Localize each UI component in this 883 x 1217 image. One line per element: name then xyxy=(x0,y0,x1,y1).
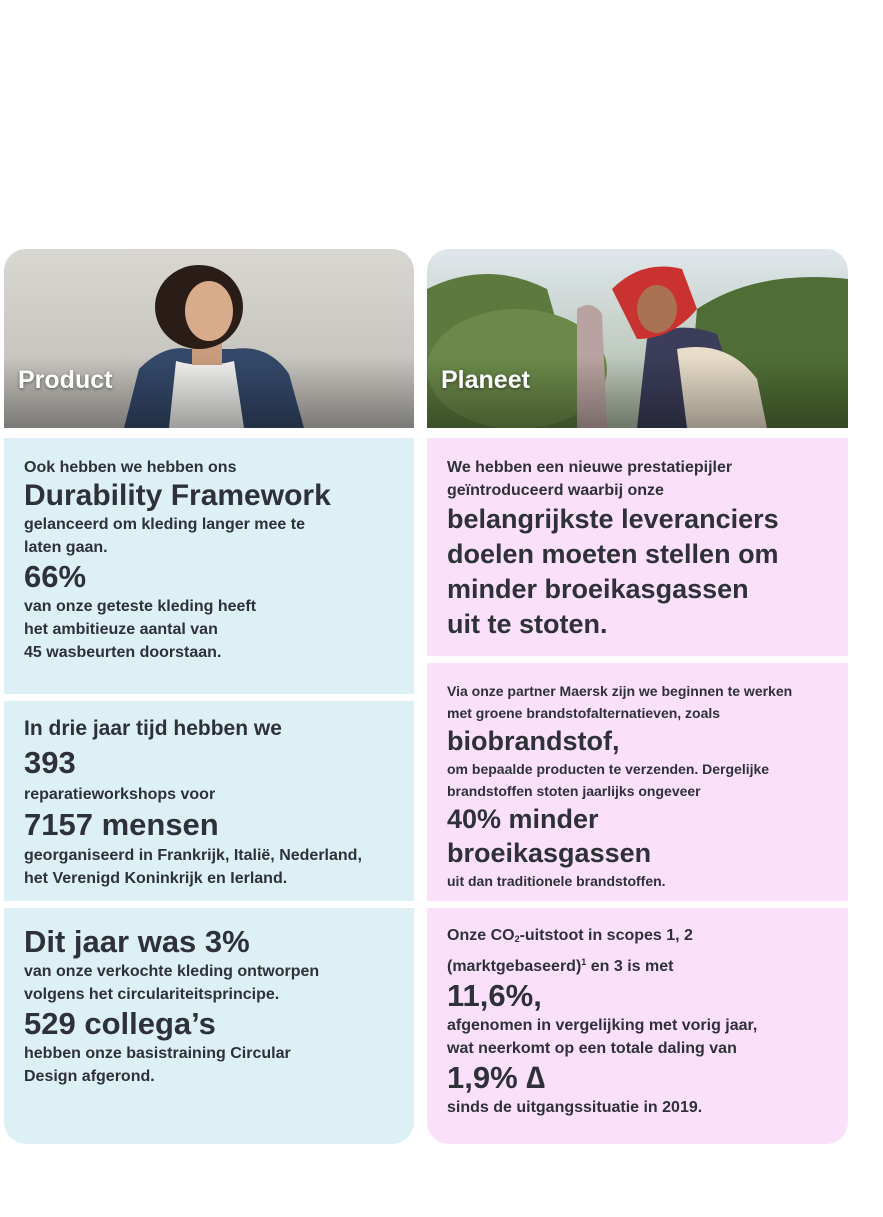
card-text: het ambitieuze aantal van xyxy=(24,621,218,638)
card-stat: 11,6%, xyxy=(447,978,542,1013)
card-highlight: Durability Framework xyxy=(24,479,331,512)
card-text: volgens het circulariteitsprincipe. xyxy=(24,986,280,1003)
card-text xyxy=(447,951,828,978)
card-text: het Verenigd Koninkrijk en Ierland. xyxy=(24,870,288,887)
card-text: geïntroduceerd waarbij onze xyxy=(447,482,664,499)
product-title: Product xyxy=(18,366,113,394)
card-text: 45 wasbeurten doorstaan. xyxy=(24,644,222,661)
card-text: We hebben een nieuwe prestatiepijler xyxy=(447,459,733,476)
card-text: Ook hebben we hebben ons xyxy=(24,459,237,476)
card-stat: biobrandstof, xyxy=(447,726,620,756)
product-card-durability xyxy=(4,438,414,694)
card-text: reparatieworkshops voor xyxy=(24,786,216,803)
text-part: en 3 is met xyxy=(586,958,674,975)
card-text: brandstoffen stoten jaarlijks ongeveer xyxy=(447,783,701,799)
card-text: met groene brandstofalternatieven, zoals xyxy=(447,705,721,721)
card-stat: 529 collega’s xyxy=(24,1006,216,1041)
card-text xyxy=(447,924,828,951)
planet-card-co2 xyxy=(427,908,848,1144)
product-header xyxy=(4,249,414,428)
text-part: (marktgebaseerd) xyxy=(447,958,582,975)
planet-card-suppliers xyxy=(427,438,848,656)
product-card-repair xyxy=(4,701,414,901)
planet-column xyxy=(427,249,848,1116)
card-text: gelanceerd om kleding langer mee te xyxy=(24,516,305,533)
card-stat: 66% xyxy=(24,559,87,594)
card-highlight: doelen moeten stellen om xyxy=(447,539,779,569)
planet-photo xyxy=(427,249,848,428)
card-text: laten gaan. xyxy=(24,539,108,556)
planet-card-biofuel xyxy=(427,663,848,901)
card-text: Design afgerond. xyxy=(24,1068,155,1085)
text-part: -uitstoot in scopes 1, 2 xyxy=(519,927,693,944)
product-card-circular xyxy=(4,908,414,1144)
card-highlight: minder broeikasgassen xyxy=(447,574,749,604)
card-text: om bepaalde producten te verzenden. Dergelijke xyxy=(447,761,770,777)
card-text: wat neerkomt op een totale daling van xyxy=(447,1040,737,1057)
card-text: van onze verkochte kleding ontworpen xyxy=(24,963,320,980)
planet-header xyxy=(427,249,848,428)
card-highlight: uit te stoten. xyxy=(447,609,608,639)
planet-title: Planeet xyxy=(441,366,530,394)
product-photo xyxy=(4,249,414,428)
card-text: Via onze partner Maersk zijn we beginnen te werken xyxy=(447,683,793,699)
footnote-marker: 1 xyxy=(581,957,587,967)
card-stat: 7157 mensen xyxy=(24,807,219,842)
card-stat: 1,9% ∆ xyxy=(447,1060,546,1095)
card-text: afgenomen in vergelijking met vorig jaar, xyxy=(447,1017,758,1034)
text-part: Onze CO xyxy=(447,927,515,944)
subscript: 2 xyxy=(514,934,520,944)
product-column xyxy=(4,249,414,1085)
card-highlight: belangrijkste leveranciers xyxy=(447,504,779,534)
card-text: georganiseerd in Frankrijk, Italië, Nederland, xyxy=(24,847,362,864)
card-text: sinds de uitgangssituatie in 2019. xyxy=(447,1099,703,1116)
card-stat: broeikasgassen xyxy=(447,838,652,868)
card-text: van onze geteste kleding heeft xyxy=(24,598,257,615)
card-stat: Dit jaar was 3% xyxy=(24,924,250,959)
card-text: In drie jaar tijd hebben we xyxy=(24,717,282,740)
card-stat: 393 xyxy=(24,745,76,780)
card-stat: 40% minder xyxy=(447,804,599,834)
card-text: uit dan traditionele brandstoffen. xyxy=(447,873,666,889)
card-text: hebben onze basistraining Circular xyxy=(24,1045,291,1062)
